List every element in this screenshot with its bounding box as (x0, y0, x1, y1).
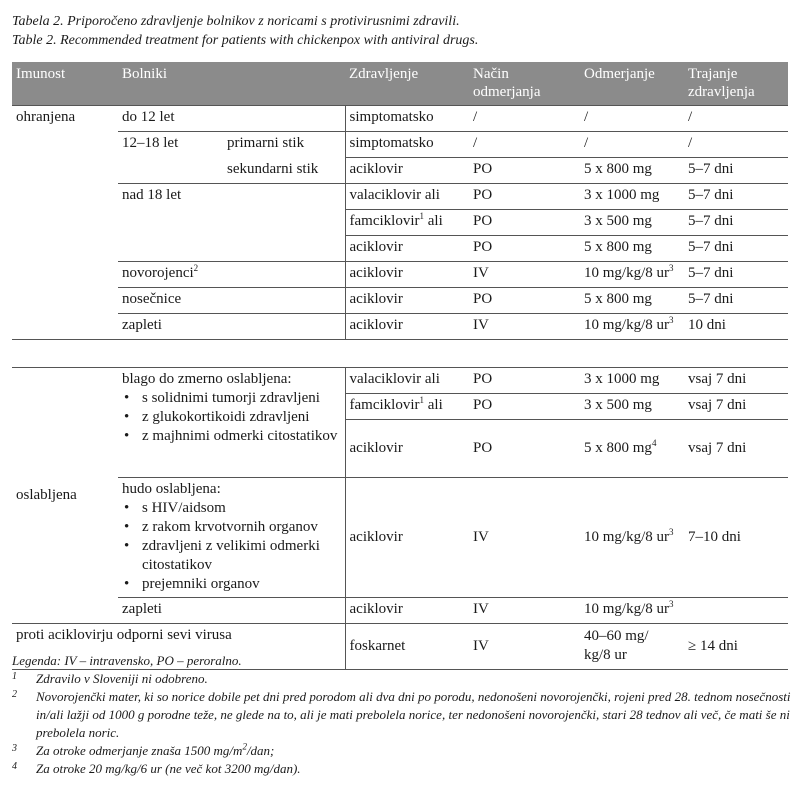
group-title: blago do zmerno oslabljena: (122, 371, 292, 387)
bullet-list (122, 499, 341, 594)
header-trajanje-line1: Trajanje (688, 66, 738, 82)
footnote-mark: 1 (12, 671, 17, 682)
cell-zdravljenje: aciklovir (345, 288, 469, 314)
dose: 10 mg/kg/8 ur (584, 265, 670, 281)
cell-nacin: PO (469, 158, 580, 184)
cell-trajanje: 5–7 dni (684, 158, 788, 184)
footnote-ref: 4 (651, 437, 657, 448)
dose: 10 mg/kg/8 ur (584, 528, 670, 545)
cell-bolniki-hudo (118, 478, 345, 598)
cell-empty (12, 236, 118, 262)
table-caption (12, 12, 478, 50)
cell-zdravljenje: aciklovir (345, 314, 469, 340)
cell-nacin: PO (469, 288, 580, 314)
caption-slovenian: Tabela 2. Priporočeno zdravljenje bolnikov z noricami s protivirusnimi zdravili. (12, 14, 460, 29)
list-item: • prejemniki organov (122, 575, 341, 594)
superscript: 2 (242, 741, 247, 752)
cell-empty (12, 132, 118, 158)
footnote-text-part: Za otroke odmerjanje znaša 1500 mg/m (36, 743, 243, 758)
table-row (12, 368, 788, 394)
table-row (12, 158, 788, 184)
cell-bolniki: 12–18 let (118, 132, 223, 158)
table-row (12, 478, 788, 598)
drug-suffix: ali (424, 213, 443, 229)
table-header (12, 62, 788, 106)
footnote-2 (12, 688, 792, 742)
cell-empty (118, 236, 345, 262)
list-item: • z glukokortikoidi zdravljeni (122, 408, 341, 427)
header-nacin-line1: Način (473, 66, 509, 82)
footnote-ref: 1 (419, 395, 424, 405)
list-item: • z majhnimi odmerki citostatikov (122, 427, 341, 446)
cell-zdravljenje: aciklovir (345, 236, 469, 262)
cell-odmerjanje: 3 x 1000 mg (580, 184, 684, 210)
cell-empty (12, 210, 118, 236)
footnote-ref: 2 (193, 263, 199, 273)
cell-odmerjanje (580, 598, 684, 624)
table-row (12, 236, 788, 262)
cell-empty (12, 184, 118, 210)
cell-zdravljenje: simptomatsko (345, 106, 469, 132)
footnote-text (36, 742, 792, 760)
footnote-text: Zdravilo v Sloveniji ni odobreno. (36, 671, 208, 686)
cell-imunost: ohranjena (12, 106, 118, 132)
cell-bolniki: zapleti (118, 314, 345, 340)
list-item: • s solidnimi tumorji zdravljeni (122, 389, 341, 408)
cell-trajanje: vsaj 7 dni (684, 394, 788, 420)
cell-nacin: IV (469, 598, 580, 624)
cell-odmerjanje: / (580, 132, 684, 158)
cell-odmerjanje: / (580, 106, 684, 132)
footnote-4 (12, 760, 792, 778)
dose-line2: kg/8 ur (584, 647, 627, 663)
treatment-table (12, 62, 788, 670)
cell-stik: sekundarni stik (227, 160, 319, 177)
footnote-ref: 3 (669, 315, 674, 325)
cell-odmerjanje (580, 478, 684, 598)
footnote-text: Novorojenčki mater, ki so norice dobile pet dni pred porodom ali dva dni po porodu, nedonošeni novorojenčki, rojeni pred 28. tednom nosečnosti in/ali lažji od 1000 g porodne teže, ne glede na to, ali je mati prebolela norice, ter nedonošeni novorojenčki, stari 28 tednov ali več, če mati še ni prebolela noric. (36, 689, 791, 740)
cell-bolniki: nad 18 let (118, 184, 345, 210)
cell-trajanje: vsaj 7 dni (684, 420, 788, 478)
cell-empty (12, 314, 118, 340)
cell-trajanje: 5–7 dni (684, 236, 788, 262)
dose-line1: 40–60 mg/ (584, 628, 649, 644)
cell-nacin: PO (469, 236, 580, 262)
footnote-ref: 3 (669, 599, 674, 609)
cell-odmerjanje: 3 x 500 mg (580, 394, 684, 420)
cell-trajanje (684, 598, 788, 624)
cell-odmerjanje: 5 x 800 mg (580, 236, 684, 262)
list-item: • s HIV/aidsom (122, 499, 341, 518)
drug-name: famciklovir (349, 397, 420, 413)
legend (12, 652, 792, 778)
footnote-ref: 3 (669, 263, 674, 273)
cell-zdravljenje: valaciklovir ali (345, 368, 469, 394)
cell-empty (118, 158, 223, 184)
footnote-text-part: /dan; (246, 743, 275, 758)
cell-imunost: oslabljena (12, 368, 118, 624)
cell-trajanje: / (684, 106, 788, 132)
header-imunost: Imunost (12, 62, 118, 106)
cell-zdravljenje: foskarnet (345, 624, 469, 670)
cell-zdravljenje (345, 394, 469, 420)
footnote-mark: 4 (12, 761, 17, 772)
cell-odmerjanje: 5 x 800 mg (580, 158, 684, 184)
cell-bolniki: nosečnice (118, 288, 345, 314)
footnote-ref: 3 (669, 526, 674, 537)
cell-odmerjanje (580, 420, 684, 478)
list-item: • z rakom krvotvornih organov (122, 518, 341, 537)
cell-empty (12, 288, 118, 314)
table-row (12, 598, 788, 624)
cell-zdravljenje: aciklovir (345, 478, 469, 598)
cell-bolniki-blago (118, 368, 345, 478)
header-trajanje-line2: zdravljenja (688, 84, 755, 100)
cell-bolniki: do 12 let (118, 106, 345, 132)
cell-nacin: PO (469, 368, 580, 394)
header-odmerjanje: Odmerjanje (580, 62, 684, 106)
list-item: • zdravljeni z velikimi odmerki citostatikov (122, 537, 341, 575)
cell-nacin: IV (469, 262, 580, 288)
cell-odmerjanje (580, 262, 684, 288)
table-row (12, 132, 788, 158)
cell-zdravljenje: aciklovir (345, 158, 469, 184)
dose: 10 mg/kg/8 ur (584, 317, 670, 333)
dose: 5 x 800 mg (584, 439, 652, 456)
header-trajanje (684, 62, 788, 106)
cell-nacin: / (469, 132, 580, 158)
table-row (12, 288, 788, 314)
cell-nacin: IV (469, 314, 580, 340)
cell-odporni-sevi: proti aciklovirju odporni sevi virusa (12, 624, 345, 670)
footnote-mark: 3 (12, 743, 17, 754)
table-row (12, 314, 788, 340)
cell-odmerjanje: 5 x 800 mg (580, 288, 684, 314)
cell-nacin: / (469, 106, 580, 132)
cell-odmerjanje: 3 x 500 mg (580, 210, 684, 236)
legend-line: Legenda: IV – intravensko, PO – peroralno. (12, 653, 242, 668)
cell-zdravljenje: aciklovir (345, 598, 469, 624)
cell-empty (12, 340, 788, 368)
footnote-1 (12, 670, 792, 688)
cell-trajanje: 5–7 dni (684, 210, 788, 236)
footnote-text: Za otroke 20 mg/kg/6 ur (ne več kot 3200 mg/dan). (36, 761, 301, 776)
cell-nacin: PO (469, 394, 580, 420)
cell-empty (12, 158, 118, 184)
cell-trajanje: 7–10 dni (684, 478, 788, 598)
footnote-3 (12, 742, 792, 760)
table-row (12, 106, 788, 132)
cell-zdravljenje: aciklovir (345, 420, 469, 478)
table-row (12, 262, 788, 288)
caption-english: Table 2. Recommended treatment for patients with chickenpox with antiviral drugs. (12, 33, 479, 48)
cell-zdravljenje: simptomatsko (345, 132, 469, 158)
table-row (12, 210, 788, 236)
cell-trajanje: 5–7 dni (684, 262, 788, 288)
patient-group: novorojenci (122, 265, 194, 281)
cell-trajanje: 5–7 dni (684, 184, 788, 210)
footnote-ref: 1 (419, 211, 424, 221)
cell-bolniki (118, 262, 345, 288)
cell-zdravljenje (345, 210, 469, 236)
bullet-list (122, 389, 341, 446)
cell-nacin: PO (469, 184, 580, 210)
cell-nacin: IV (469, 624, 580, 670)
cell-nacin: IV (469, 478, 580, 598)
cell-nacin: PO (469, 210, 580, 236)
group-title: hudo oslabljena: (122, 481, 221, 497)
drug-name: famciklovir (349, 213, 420, 229)
cell-zdravljenje: aciklovir (345, 262, 469, 288)
header-nacin-line2: odmerjanja (473, 84, 541, 100)
cell-odmerjanje: 3 x 1000 mg (580, 368, 684, 394)
cell-empty (118, 210, 345, 236)
cell-trajanje: 5–7 dni (684, 288, 788, 314)
cell-empty (12, 262, 118, 288)
cell-stik: primarni stik (223, 132, 345, 158)
cell-nacin: PO (469, 420, 580, 478)
table-row (12, 184, 788, 210)
footnote-mark: 2 (12, 689, 17, 700)
dose: 10 mg/kg/8 ur (584, 601, 670, 617)
header-nacin (469, 62, 580, 106)
drug-suffix: ali (424, 397, 443, 413)
table-spacer-row (12, 340, 788, 368)
cell-odmerjanje (580, 314, 684, 340)
header-bolniki: Bolniki (118, 62, 345, 106)
cell-bolniki: zapleti (118, 598, 345, 624)
cell-trajanje: 10 dni (684, 314, 788, 340)
cell-zdravljenje: valaciklovir ali (345, 184, 469, 210)
cell-trajanje: ≥ 14 dni (684, 624, 788, 670)
cell-trajanje: / (684, 132, 788, 158)
header-zdravljenje: Zdravljenje (345, 62, 469, 106)
cell-trajanje: vsaj 7 dni (684, 368, 788, 394)
